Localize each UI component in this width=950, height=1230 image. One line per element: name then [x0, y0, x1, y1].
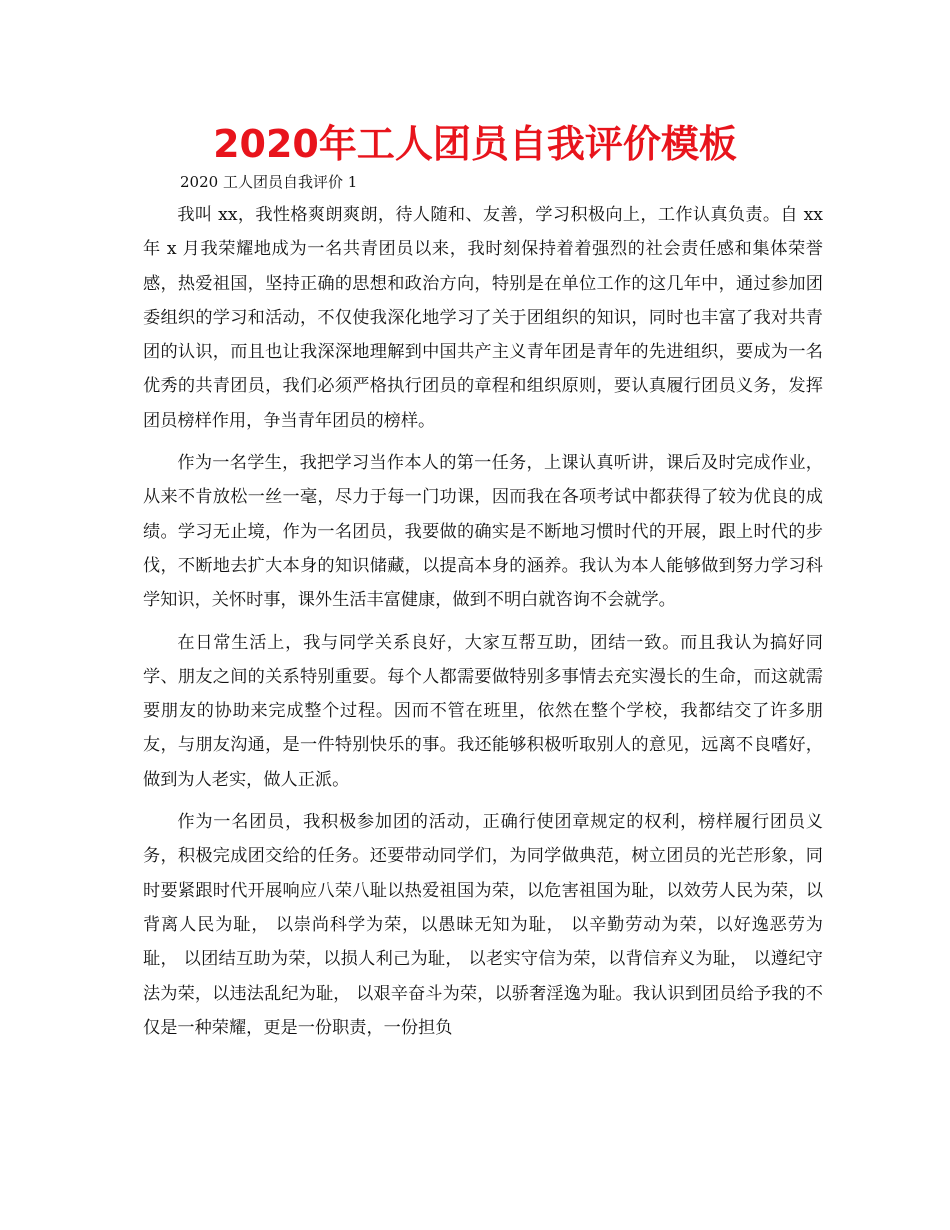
document-subtitle: 2020 工人团员自我评价 1 [180, 173, 358, 191]
document-body [143, 198, 823, 1053]
paragraph-2: 作为一名学生，我把学习当作本人的第一任务，上课认真听讲，课后及时完成作业，从来不肯放松一丝一毫，尽力于每一门功课，因而我在各项考试中都获得了较为优良的成绩。学习无止境，作为一名团员，我要做的确实是不断地习惯时代的开展，跟上时代的步伐，不断地去扩大本身的知识储藏，以提高本身的涵养。我认为本人能够做到努力学习科学知识，关怀时事，课外生活丰富健康，做到不明白就咨询不会就学。 [143, 453, 823, 611]
paragraph-4: 作为一名团员，我积极参加团的活动，正确行使团章规定的权利，榜样履行团员义务，积极完成团交给的任务。还要带动同学们，为同学做典范，树立团员的光芒形象，同时要紧跟时代开展响应八荣八耻以热爱祖国为荣，以危害祖国为耻，以效劳人民为荣，以背离人民为耻， 以崇尚科学为荣，以愚昧无知为耻， 以辛勤劳动为荣，以好逸恶劳为耻， 以团结互助为荣，以损人利己为耻， 以老实守信为荣，以背信弃义为耻， 以遵纪守法为荣，以违法乱纪为耻， 以艰辛奋斗为荣，以骄奢淫逸为耻。我认识到团员给予我的不仅是一种荣耀，更是一份职责，一份担负 [143, 812, 823, 1038]
document-title: 2020年工人团员自我评价模板 [213, 122, 737, 166]
paragraph-3: 在日常生活上，我与同学关系良好，大家互帮互助，团结一致。而且我认为搞好同学、朋友之间的关系特别重要。每个人都需要做特别多事情去充实漫长的生命，而这就需要朋友的协助来完成整个过程。因而不管在班里，依然在整个学校，我都结交了许多朋友，与朋友沟通，是一件特别快乐的事。我还能够积极听取别人的意见，远离不良嗜好，做到为人老实，做人正派。 [143, 632, 823, 790]
paragraph-1: 我叫 xx，我性格爽朗爽朗，待人随和、友善，学习积极向上，工作认真负责。自 xx 年 x 月我荣耀地成为一名共青团员以来，我时刻保持着着强烈的社会责任感和集体荣誉感，热爱祖国，坚持正确的思想和政治方向，特别是在单位工作的这几年中，通过参加团委组织的学习和活动，不仅使我深化地学习了关于团组织的知识，同时也丰富了我对共青团的认识，而且也让我深深地理解到中国共产主义青年团是青年的先进组织，要成为一名优秀的共青团员，我们必须严格执行团员的章程和组织原则，要认真履行团员义务，发挥团员榜样作用，争当青年团员的榜样。 [143, 205, 823, 431]
